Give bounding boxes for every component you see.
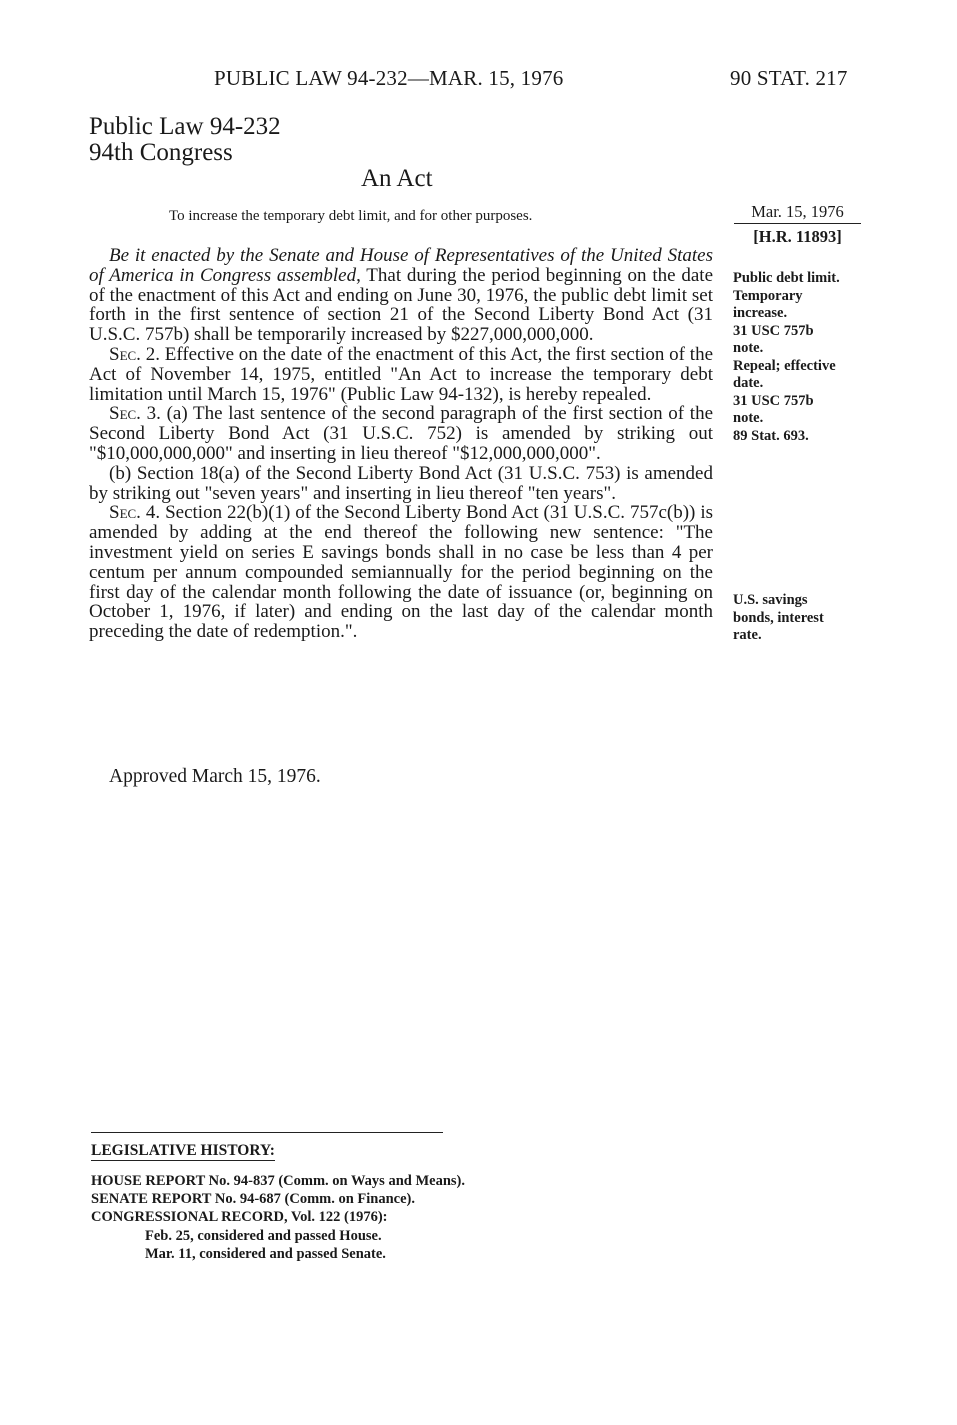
section-3a-text: (a) The last sentence of the second paragraph of the first section of the Second Liberty Bond Act (31 U.S.C. 752) is amended by striking out "$10,000,000,000" and inserting in lieu thereof "$12,000,000,000". bbox=[89, 403, 714, 464]
section-3a bbox=[89, 404, 713, 463]
history-line: SENATE REPORT No. 94-687 (Comm. on Finance). bbox=[91, 1191, 416, 1208]
legislative-history-heading: LEGISLATIVE HISTORY: bbox=[91, 1142, 275, 1159]
margin-note-line: 89 Stat. 693. bbox=[733, 427, 809, 444]
enactment-date: Mar. 15, 1976 bbox=[734, 202, 861, 224]
margin-note-line: rate. bbox=[733, 627, 762, 643]
margin-note-savings-bonds bbox=[733, 592, 863, 645]
history-subline: Mar. 11, considered and passed Senate. bbox=[145, 1245, 386, 1262]
margin-note-line: Temporary bbox=[733, 287, 803, 304]
legislative-history-list bbox=[91, 1172, 691, 1263]
approval-line: Approved March 15, 1976. bbox=[109, 766, 321, 787]
act-title: An Act bbox=[361, 165, 433, 192]
date-bill-box bbox=[734, 202, 861, 247]
public-law-title: Public Law 94-232 bbox=[89, 113, 281, 140]
section-2-text: Effective on the date of the enactment of this Act, the first section of the Act of November 14, 1975, entitled "An Act to increase the temporary debt limitation until March 15, 1976" (Public Law 94-132), is hereby repealed. bbox=[89, 343, 713, 405]
margin-note-line: note. bbox=[733, 340, 764, 356]
act-body bbox=[89, 246, 713, 642]
history-divider bbox=[91, 1132, 443, 1133]
section-1-text: , That during the period beginning on the date of the enactment of this Act and ending on June 30, 1976, the public debt limit set forth in the first sentence of section 21 of the Second Liberty Bond Act (31 U.S.C. 757b) shall be temporarily increased by $227,000,000,000. bbox=[89, 264, 713, 346]
act-purpose: To increase the temporary debt limit, and for other purposes. bbox=[169, 208, 533, 224]
running-head-right: 90 STAT. 217 bbox=[730, 66, 848, 90]
history-subline: Feb. 25, considered and passed House. bbox=[145, 1227, 382, 1244]
margin-note-line: date. bbox=[733, 375, 764, 391]
section-2-label: Sec. 2. bbox=[109, 343, 160, 365]
bill-number: [H.R. 11893] bbox=[753, 227, 842, 246]
margin-note-debt-limit bbox=[733, 270, 863, 445]
section-4-text: Section 22(b)(1) of the Second Liberty Bond Act (31 U.S.C. 757c(b)) is amended by adding at the end thereof the following new sentence: "The investment yield on series E savings bonds shall in no case be less than 4 per centum per annum compounded semiannually for the period beginning on the first day of the calendar month following the date of issuance (or, beginning on October 1, 1976, if later) and ending on the last day of the calendar month preceding the date of redemption.". bbox=[89, 502, 713, 643]
section-4-label: Sec. 4. bbox=[109, 502, 161, 524]
history-line: CONGRESSIONAL RECORD, Vol. 122 (1976): bbox=[91, 1209, 388, 1226]
section-1 bbox=[89, 246, 713, 345]
margin-note-line: 31 USC 757b bbox=[733, 392, 814, 409]
section-4 bbox=[89, 503, 713, 642]
section-3b: (b) Section 18(a) of the Second Liberty Bond Act (31 U.S.C. 753) is amended by striking out "seven years" and inserting in lieu thereof "ten years". bbox=[89, 462, 713, 504]
margin-note-line: increase. bbox=[733, 305, 788, 321]
margin-note-line: U.S. savings bbox=[733, 592, 808, 608]
margin-note-line: 31 USC 757b bbox=[733, 322, 814, 339]
section-3-label: Sec. 3. bbox=[109, 403, 161, 425]
running-head-left: PUBLIC LAW 94-232—MAR. 15, 1976 bbox=[214, 66, 564, 90]
margin-note-line: Public debt limit. bbox=[733, 270, 840, 286]
enacting-clause: Be it enacted by the Senate and House of Representatives of the United States of America in Congress assembled bbox=[89, 245, 713, 286]
congress-label: 94th Congress bbox=[89, 139, 233, 166]
history-line: HOUSE REPORT No. 94-837 (Comm. on Ways and Means). bbox=[91, 1173, 465, 1189]
margin-note-line: note. bbox=[733, 410, 764, 426]
margin-note-line: bonds, interest bbox=[733, 609, 824, 626]
section-2 bbox=[89, 345, 713, 404]
margin-note-line: Repeal; effective bbox=[733, 357, 836, 374]
